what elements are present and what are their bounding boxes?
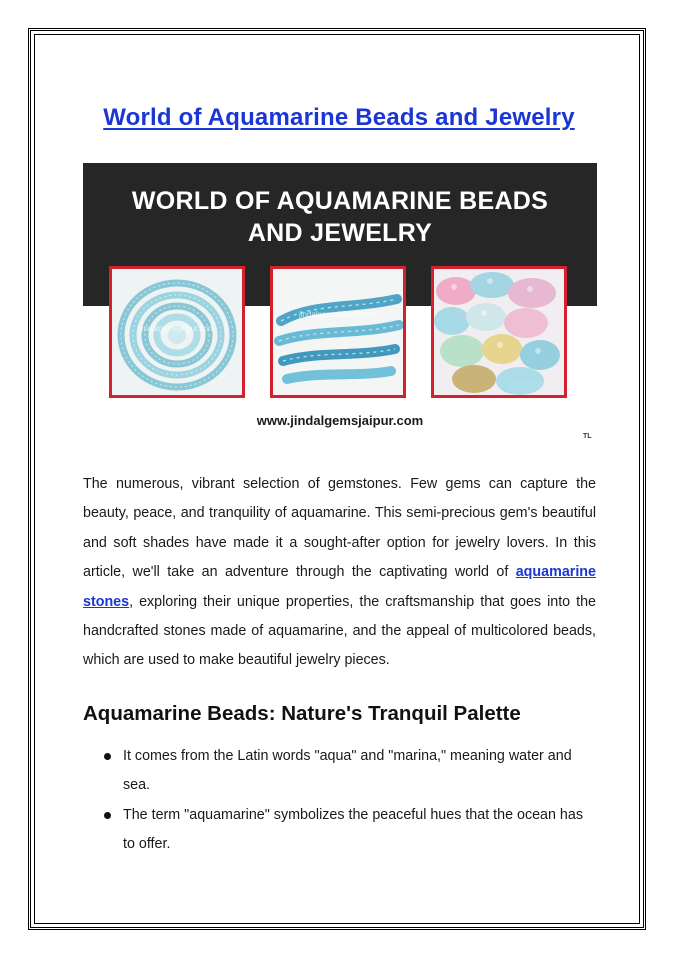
list-item [83,742,596,801]
bullet-list [83,742,596,860]
bullet-icon [104,812,111,819]
banner-corner-mark: TL [583,433,592,440]
intro-text-end: , exploring their unique properties, the craftsmanship that goes into the handcrafted stones made of aquamarine, and the appeal of multicolored beads, which are used to make beautiful jewelry pieces. [83,593,596,669]
bullet-icon [104,753,111,760]
photo-multicolor-beads [431,266,567,398]
banner-heading-line-1: WORLD OF AQUAMARINE BEADS [131,187,549,215]
list-item [83,801,596,860]
document-title[interactable]: World of Aquamarine Beads and Jewelry [103,104,575,131]
photo-coiled-strand [109,266,245,398]
banner-heading [83,185,597,249]
banner-heading-line-2: AND JEWELRY [247,219,433,247]
bullet-text: It comes from the Latin words "aqua" and "marina," meaning water and sea. [123,748,572,794]
photo-rondelle-strands [270,266,406,398]
photo-watermark: jindalgemsjaipur.com [140,324,215,333]
banner-url: www.jindalgemsjaipur.com [256,413,424,428]
photo-watermark: jindalgemsjaipur.com [299,310,374,319]
intro-paragraph [83,470,596,676]
section-heading: Aquamarine Beads: Nature's Tranquil Palette [83,702,521,725]
banner-image [83,163,597,446]
bullet-text: The term "aquamarine" symbolizes the peaceful hues that the ocean has to offer. [123,806,583,853]
aquamarine-stones-link[interactable]: aquamarine stones [83,564,596,610]
intro-text-start: The numerous, vibrant selection of gemstones. Few gems can capture the beauty, peace, and tranquility of aquamarine. This semi-precious gem's beautiful and soft shades have made it a sought-after option for jewelry lovers. In this article, we'll take an adventure through the captivating world of [83,476,596,581]
